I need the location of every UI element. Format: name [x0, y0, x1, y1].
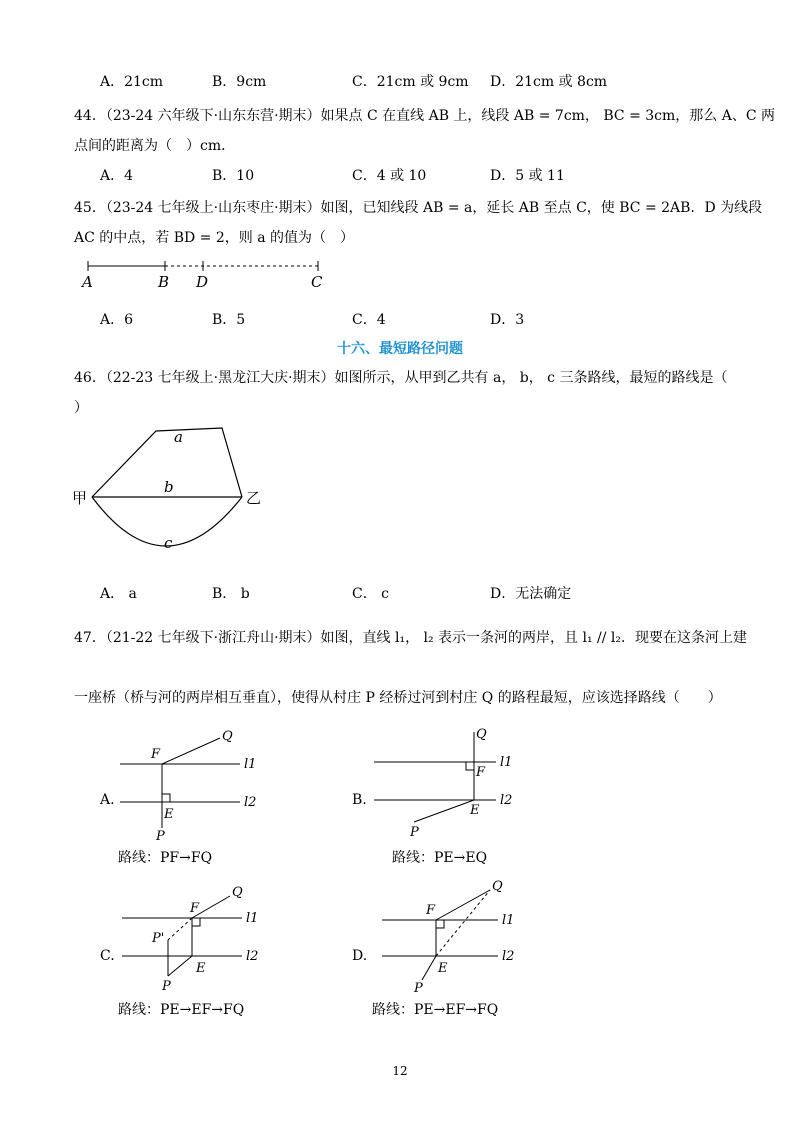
- point-b-label: B: [158, 273, 170, 291]
- q46-option-a: A． a: [100, 586, 137, 602]
- q43-option-a: A．21cm: [100, 74, 164, 90]
- q46-option-b: B． b: [212, 586, 250, 602]
- q45-stem-line1: 45．（23-24 七年级上·山东枣庄·期末）如图，已知线段 AB = a，延长 AB 至点 C，使 BC = 2AB．D 为线段: [74, 200, 763, 216]
- label-l2: l2: [502, 949, 515, 964]
- route-b-label: b: [164, 478, 174, 496]
- label-e: E: [470, 803, 480, 818]
- label-p-prime: P': [152, 931, 165, 946]
- label-e: E: [164, 807, 174, 822]
- q45-segment-figure: [70, 256, 340, 292]
- q45-option-a: A．6: [100, 312, 134, 328]
- q47-route-a: 路线：PF→FQ: [118, 850, 213, 866]
- q47-option-c-letter: C.: [100, 948, 115, 964]
- page-number: 12: [392, 1064, 408, 1078]
- route-c-label: c: [164, 534, 173, 552]
- end-yi-label: 乙: [246, 489, 262, 507]
- q47-route-b: 路线：PE→EQ: [392, 850, 488, 866]
- start-jia-label: 甲: [72, 489, 88, 507]
- label-l2: l2: [246, 949, 259, 964]
- label-e: E: [438, 961, 448, 976]
- q46-route-figure: [70, 420, 280, 560]
- label-q: Q: [492, 879, 503, 894]
- label-f: F: [190, 901, 200, 916]
- q44-stem-line1: 44．（23-24 六年级下·山东东营·期末）如果点 C 在直线 AB 上，线段 AB = 7cm， BC = 3cm，那么 A、C 两: [74, 108, 776, 124]
- q47-figure-c: [118, 882, 278, 992]
- label-p: P: [156, 829, 165, 843]
- section-title: 十六、最短路径问题: [337, 341, 463, 357]
- q44-option-c: C．4 或 10: [352, 168, 427, 184]
- q47-route-c: 路线：PE→EF→FQ: [118, 1002, 245, 1018]
- label-l1: l1: [244, 757, 257, 772]
- q43-option-d: D．21cm 或 8cm: [490, 74, 608, 90]
- q47-option-b-letter: B.: [352, 792, 367, 808]
- q47-route-d: 路线：PE→EF→FQ: [372, 1002, 499, 1018]
- q47-stem-line2: 一座桥（桥与河的两岸相互垂直），使得从村庄 P 经桥过河到村庄 Q 的路程最短，应该选择路线（ ）: [74, 690, 722, 706]
- route-a-label: a: [174, 428, 183, 446]
- label-l1: l1: [500, 755, 513, 770]
- q46-stem-line1: 46．（22-23 七年级上·黑龙江大庆·期末）如图所示，从甲到乙共有 a， b， c 三条路线，最短的路线是（: [74, 370, 728, 386]
- label-f: F: [151, 747, 161, 762]
- q46-option-c: C． c: [352, 586, 390, 602]
- q47-option-d-letter: D.: [352, 948, 368, 964]
- q44-option-a: A．4: [100, 168, 134, 184]
- label-f: F: [426, 903, 436, 918]
- label-q: Q: [232, 885, 243, 900]
- label-l2: l2: [244, 795, 257, 810]
- label-q: Q: [222, 729, 233, 744]
- q44-option-d: D．5 或 11: [490, 168, 565, 184]
- label-p: P: [410, 825, 419, 839]
- q43-option-b: B．9cm: [212, 74, 267, 90]
- label-p: P: [162, 979, 171, 992]
- q47-figure-d: [374, 876, 534, 996]
- label-f: F: [476, 765, 486, 780]
- q44-stem-line2: 点间的距离为（ ）cm．: [74, 138, 236, 154]
- label-p: P: [414, 981, 423, 996]
- label-q: Q: [476, 727, 487, 742]
- label-l1: l1: [246, 911, 259, 926]
- q47-figure-a: [118, 728, 278, 843]
- q43-option-c: C．21cm 或 9cm: [352, 74, 469, 90]
- q47-figure-b: [372, 724, 532, 839]
- label-e: E: [196, 961, 206, 976]
- point-d-label: D: [196, 273, 209, 291]
- label-l2: l2: [500, 793, 513, 808]
- q44-option-b: B．10: [212, 168, 255, 184]
- q47-stem-line1: 47．（21-22 七年级下·浙江舟山·期末）如图，直线 l₁， l₂ 表示一条河的两岸，且 l₁ // l₂．现要在这条河上建: [74, 630, 748, 646]
- q47-option-a-letter: A.: [100, 792, 115, 808]
- q45-option-b: B．5: [212, 312, 246, 328]
- label-l1: l1: [502, 913, 515, 928]
- point-a-label: A: [82, 273, 93, 291]
- q46-stem-line2: ）: [74, 400, 88, 416]
- q45-option-c: C．4: [352, 312, 386, 328]
- q45-stem-line2: AC 的中点，若 BD = 2，则 a 的值为（ ）: [74, 230, 355, 246]
- point-c-label: C: [311, 273, 323, 291]
- q46-option-d: D．无法确定: [490, 586, 572, 602]
- q45-option-d: D．3: [490, 312, 525, 328]
